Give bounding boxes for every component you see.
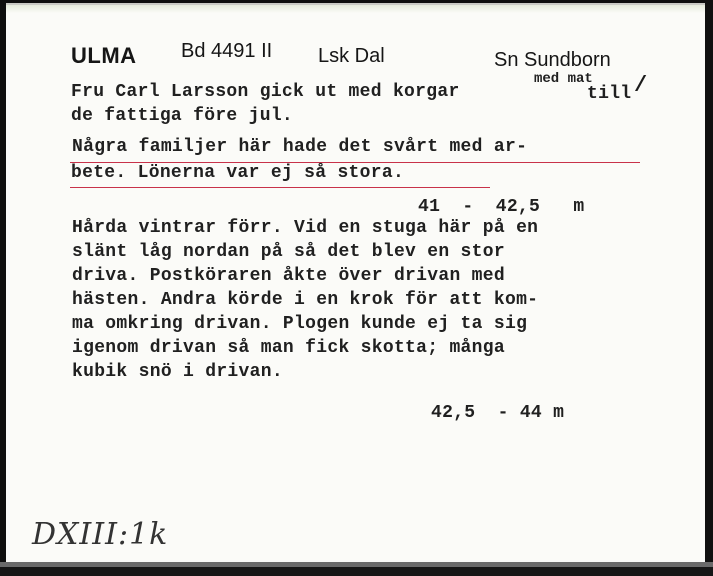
socken-label: Sn Sundborn bbox=[494, 49, 611, 71]
entry1-line2: de fattiga före jul. bbox=[71, 106, 294, 126]
scan-edge-bottom bbox=[0, 562, 713, 576]
entry2-line: driva. Postköraren åkte över drivan med bbox=[72, 266, 505, 286]
entry2-line: igenom drivan så man fick skotta; många bbox=[72, 338, 505, 358]
entry1-line1-end: till bbox=[587, 84, 632, 104]
red-underline-2 bbox=[70, 187, 490, 188]
entry2-line: hästen. Andra körde i en krok för att kom- bbox=[72, 290, 539, 310]
entry2-range: 42,5 - 44 m bbox=[431, 403, 565, 423]
entry2-line: Hårda vintrar förr. Vid en stuga här på en bbox=[72, 218, 539, 238]
entry2-line: slänt låg nordan på så det blev en stor bbox=[72, 242, 505, 262]
entry2-line: ma omkring drivan. Plogen kunde ej ta sig bbox=[72, 314, 528, 334]
entry1-line3: Några familjer här hade det svårt med ar- bbox=[72, 137, 528, 157]
archive-label: ULMA bbox=[71, 43, 137, 68]
scan-edge-right bbox=[705, 0, 713, 576]
entry2-line: kubik snö i drivan. bbox=[72, 362, 283, 382]
archive-card bbox=[6, 3, 705, 565]
inserted-words: med mat bbox=[534, 71, 593, 87]
landskap-label: Lsk Dal bbox=[318, 45, 385, 67]
handwritten-signature: DXIII:1k bbox=[32, 517, 169, 552]
entry1-range: 41 - 42,5 m bbox=[418, 197, 585, 217]
insertion-mark: / bbox=[634, 73, 648, 98]
entry1-line1: Fru Carl Larsson gick ut med korgar bbox=[71, 82, 460, 102]
reference-number: Bd 4491 II bbox=[181, 40, 273, 62]
entry1-line4: bete. Lönerna var ej så stora. bbox=[71, 163, 405, 183]
